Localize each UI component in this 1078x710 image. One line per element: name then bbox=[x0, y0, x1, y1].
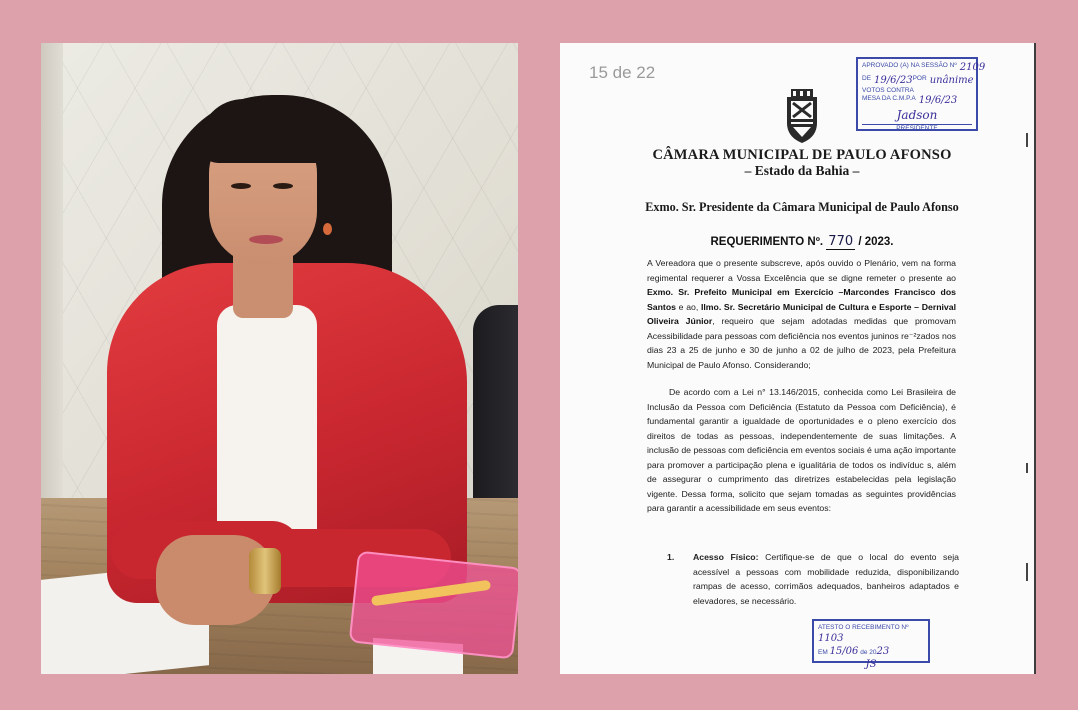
receipt-signature: JS bbox=[865, 659, 877, 671]
page-indicator: 15 de 22 bbox=[589, 63, 656, 82]
chamber-title: CÂMARA MUNICIPAL DE PAULO AFONSO bbox=[652, 147, 952, 163]
municipal-crest-icon bbox=[779, 87, 825, 145]
earring bbox=[323, 223, 332, 235]
document-scan bbox=[560, 43, 1036, 674]
paragraph-intro: A Vereadora que o presente subscreve, após ouvido o Plenário, vem na forma regimental requerer a Vossa Excelência que se digne remeter o presente ao Exmo. Sr. Prefeito Municipal em Exercício –Marcondes Francisco dos Santos e ao, Ilmo. Sr. Secretário Municipal de Cultura e Esporte – Dernival Oliveira Júnior, requeiro que sejam adotadas medidas que promovam Acessibilidade para pessoas com deficiência nos eventos juninos re⁻²zados nos dias 23 a 25 de junho e 30 de junho a 02 de julho de 2023, pela Prefeitura Municipal de Paulo Afonso. Considerando; bbox=[647, 258, 956, 370]
white-blouse bbox=[217, 305, 317, 545]
portrait-photo bbox=[41, 43, 518, 674]
wall-edge bbox=[41, 43, 63, 523]
approval-stamp: APROVADO (A) NA SESSÃO Nº 2109 DE 19/6/23 POR unânime VOTOS CONTRA MESA DA C.M.P.A 19/6/23 Jadson PRESIDENTE bbox=[856, 57, 978, 131]
left-eye bbox=[231, 183, 251, 189]
state-subtitle: – Estado da Bahia – bbox=[744, 163, 860, 178]
salutation: Exmo. Sr. Presidente da Câmara Municipal de Paulo Afonso bbox=[645, 200, 959, 214]
requerimento-number: 770 bbox=[828, 234, 854, 249]
requerimento-title: REQUERIMENTO Nº. 770 / 2023. bbox=[710, 234, 894, 249]
list-item-acesso-fisico: 1. Acesso Físico: Certifique-se de que o local do evento seja acessível a pessoas com mobilidade reduzida, disponibilizando rampas de acesso, corrimãos adequados, banheiros adaptados e elevadores, se necessário. bbox=[667, 552, 959, 606]
stamp-signature: Jadson bbox=[896, 107, 938, 122]
gold-watch bbox=[249, 548, 281, 594]
receipt-stamp: ATESTO O RECEBIMENTO Nº 1103 EM 15/06 de 2023 JS bbox=[812, 619, 930, 663]
lips bbox=[249, 235, 283, 244]
right-eye bbox=[273, 183, 293, 189]
paragraph-law: De acordo com a Lei n° 13.146/2015, conhecida como Lei Brasileira de Inclusão da Pessoa com Deficiência (Estatuto da Pessoa com Deficiência), é fundamental garantir a igualdade de oportunidades e o pleno exercício dos direitos de todas as pessoas, independentemente de suas limitações. A inclusão de pessoas com deficiência em eventos sociais é uma ação importante para promover a participação plena e igualitária de todos os indivíduc s, além de assegurar o cumprimento das diretrizes estabelecidas pela legislação vigente. Dessa forma, solicito que sejam tomadas as seguintes providências para garantir a acessibilidade em seus eventos: bbox=[647, 387, 956, 513]
